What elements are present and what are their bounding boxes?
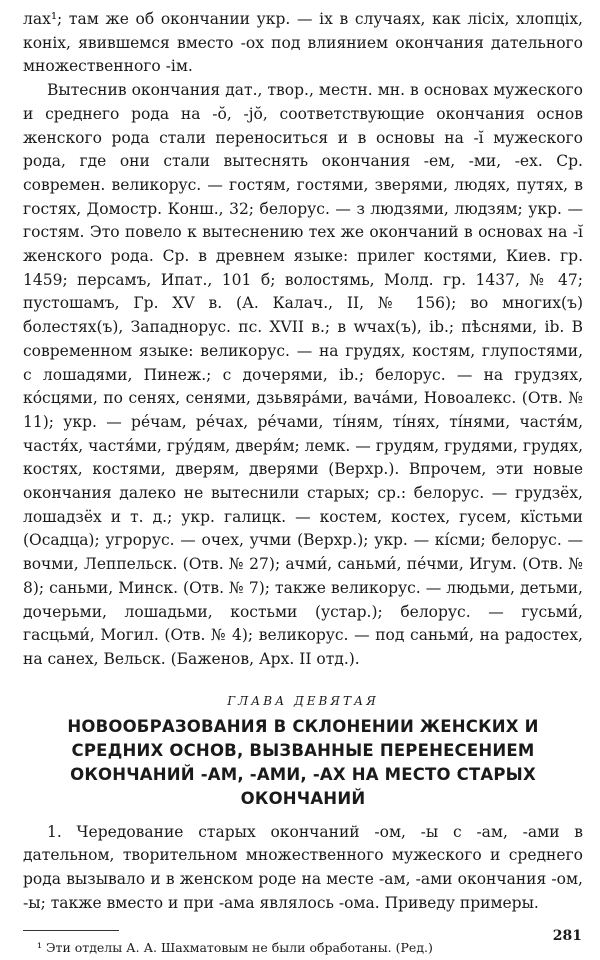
section-1-paragraph: 1. Чередование старых окончаний -ом, -ы с -ам, -ами в дательном, творительном множественного мужеского и среднего рода вызывало и в женском роде на месте -ам, -ами окончания -ом, -ы; также вместо и при -ама являлось -ома. Приведу примеры. bbox=[23, 822, 583, 912]
chapter-title: НОВООБРАЗОВАНИЯ В СКЛОНЕНИИ ЖЕНСКИХ И СРЕДНИХ ОСНОВ, ВЫЗВАННЫЕ ПЕРЕНЕСЕНИЕМ ОКОНЧАНИЙ -АМ, -АМИ, -АХ НА МЕСТО СТАРЫХ ОКОНЧАНИЙ bbox=[67, 716, 539, 808]
page-content bbox=[23, 8, 583, 957]
paragraph-1: лах¹; там же об окончании укр. — iх в случаях, как лісіх, хлопціх, коніх, явившемся вместо -ох под влиянием окончания дательного множественного -ім. bbox=[23, 10, 583, 76]
chapter-label: ГЛАВА ДЕВЯТАЯ bbox=[227, 693, 379, 708]
page-number: 281 bbox=[552, 928, 582, 944]
footnote: ¹ Эти отделы А. А. Шахматовым не были обработаны. (Ред.) bbox=[37, 939, 433, 955]
paragraph-2: Вытеснив окончания дат., твор., местн. мн. в основах мужеского и среднего рода на -ŏ, -jŏ, соответствующие окончания основ женского рода стали переноситься и в основы на -ĭ мужеского рода, где они стали вытеснять окончания -ем, -ми, -ех. Ср. современ. великорус. — гостям, гостями, зверями, людях, путях, в гостях, Домостр. Конш., 32; белорус. — з людзями, людзям; укр. — гостям. Это повело к вытеснению тех же окончаний в основах на -ĭ женского рода. Ср. в древнем языке: прилег костями, Киев. гр. 1459; персамъ, Ипат., 101 б; волостямь, Молд. гр. 1437, № 47; пустошамъ, Гр. XV в. (А. Калач., II, № 156); во многих(ъ) болестях(ъ), Западнорус. пс. XVII в.; в wчах(ъ), ib.; пѣснями, ib. В современном языке: великорус. — на грудях, костям, глупостями, с лошадями, Пинеж.; с дочерями, ib.; белорус. — на грудзях, кóсцями, по сенях, сенями, дзьвярáми, вачáми, Новоалекс. (Отв. № 11); укр. — рéчам, рéчах, рéчами, тíням, тíнях, тíнями, частя́м, частя́х, частя́ми, гру́дям, дверя́м; лемк. — грудям, грудями, грудях, костях, костями, дверям, дверями (Верхр.). Впрочем, эти новые окончания далеко не вытеснили старых; ср.: белорус. — грудзёх, лошадзёх и т. д.; укр. галицк. — костем, костех, гусем, кїстьми (Осадца); угрорус. — очех, учми (Верхр.); укр. — кíсми; белорус. — вочми, Леппельск. (Отв. № 27); ачми́, саньми́, пéчми, Игум. (Отв. № 8); саньми, Минск. (Отв. № 7); также великорус. — людьми, детьми, дочерьми, лошадьми, костьми (устар.); белорус. — гусьми́, гасцьми́, Могил. (Отв. № 4); великорус. — под саньми́, на радостех, на санех, Вельск. (Баженов, Арх. II отд.). bbox=[23, 81, 583, 668]
footnote-divider bbox=[23, 930, 119, 931]
